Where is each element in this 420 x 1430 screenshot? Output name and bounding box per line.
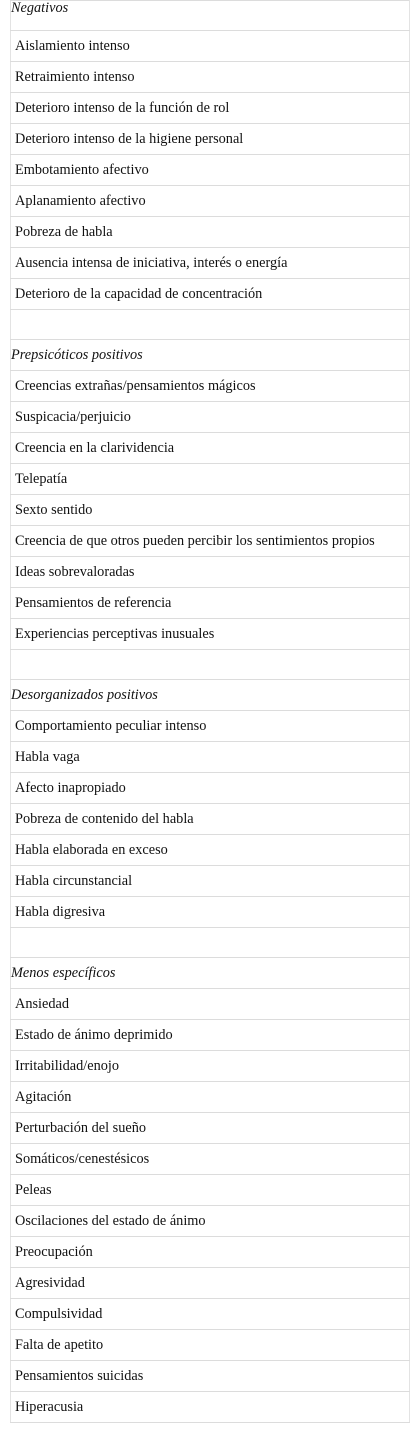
symptom-item: Creencia de que otros pueden percibir los sentimientos propios <box>11 526 410 557</box>
symptom-item: Estado de ánimo deprimido <box>11 1020 410 1051</box>
table-row <box>11 1237 410 1268</box>
symptom-item: Telepatía <box>11 464 410 495</box>
section-heading-row <box>11 958 410 989</box>
symptom-table <box>10 0 410 1423</box>
section-heading: Desorganizados positivos <box>11 680 410 711</box>
table-row <box>11 1175 410 1206</box>
spacer-row <box>11 650 410 680</box>
table-row <box>11 1361 410 1392</box>
spacer-cell <box>11 928 410 958</box>
section-heading-row <box>11 680 410 711</box>
table-row <box>11 62 410 93</box>
symptom-item: Peleas <box>11 1175 410 1206</box>
table-row <box>11 619 410 650</box>
spacer-row <box>11 310 410 340</box>
symptom-item: Pensamientos suicidas <box>11 1361 410 1392</box>
symptom-item: Embotamiento afectivo <box>11 155 410 186</box>
symptom-item: Habla vaga <box>11 742 410 773</box>
table-row <box>11 1020 410 1051</box>
symptom-item: Pensamientos de referencia <box>11 588 410 619</box>
symptom-item: Creencias extrañas/pensamientos mágicos <box>11 371 410 402</box>
table-row <box>11 1082 410 1113</box>
section-heading: Negativos <box>11 1 410 31</box>
table-row <box>11 402 410 433</box>
symptom-item: Habla digresiva <box>11 897 410 928</box>
table-row <box>11 1144 410 1175</box>
symptom-item: Sexto sentido <box>11 495 410 526</box>
table-row <box>11 989 410 1020</box>
table-row <box>11 464 410 495</box>
symptom-item: Deterioro de la capacidad de concentración <box>11 279 410 310</box>
symptom-item: Ideas sobrevaloradas <box>11 557 410 588</box>
symptom-item: Habla elaborada en exceso <box>11 835 410 866</box>
symptom-item: Preocupación <box>11 1237 410 1268</box>
table-row <box>11 433 410 464</box>
symptom-item: Creencia en la clarividencia <box>11 433 410 464</box>
symptom-item: Aislamiento intenso <box>11 31 410 62</box>
table-row <box>11 279 410 310</box>
table-row <box>11 1051 410 1082</box>
symptom-item: Retraimiento intenso <box>11 62 410 93</box>
table-row <box>11 1113 410 1144</box>
section-heading: Prepsicóticos positivos <box>11 340 410 371</box>
table-row <box>11 495 410 526</box>
symptom-item: Hiperacusia <box>11 1392 410 1423</box>
symptom-item: Afecto inapropiado <box>11 773 410 804</box>
symptom-item: Pobreza de habla <box>11 217 410 248</box>
symptom-item: Oscilaciones del estado de ánimo <box>11 1206 410 1237</box>
table-row <box>11 526 410 557</box>
table-row <box>11 588 410 619</box>
table-row <box>11 217 410 248</box>
table-row <box>11 804 410 835</box>
spacer-cell <box>11 650 410 680</box>
table-row <box>11 248 410 279</box>
section-heading: Menos específicos <box>11 958 410 989</box>
table-row <box>11 371 410 402</box>
table-row <box>11 742 410 773</box>
symptom-table-body <box>11 1 410 1423</box>
symptom-item: Experiencias perceptivas inusuales <box>11 619 410 650</box>
symptom-item: Irritabilidad/enojo <box>11 1051 410 1082</box>
section-heading-row <box>11 340 410 371</box>
table-row <box>11 186 410 217</box>
table-row <box>11 835 410 866</box>
symptom-item: Comportamiento peculiar intenso <box>11 711 410 742</box>
table-row <box>11 711 410 742</box>
table-row <box>11 155 410 186</box>
table-row <box>11 1268 410 1299</box>
table-row <box>11 1206 410 1237</box>
symptom-item: Ansiedad <box>11 989 410 1020</box>
table-row <box>11 866 410 897</box>
symptom-item: Agresividad <box>11 1268 410 1299</box>
table-row <box>11 1392 410 1423</box>
symptom-item: Pobreza de contenido del habla <box>11 804 410 835</box>
table-row <box>11 1299 410 1330</box>
table-row <box>11 773 410 804</box>
symptom-item: Compulsividad <box>11 1299 410 1330</box>
symptom-item: Perturbación del sueño <box>11 1113 410 1144</box>
symptom-item: Deterioro intenso de la función de rol <box>11 93 410 124</box>
table-row <box>11 93 410 124</box>
symptom-item: Deterioro intenso de la higiene personal <box>11 124 410 155</box>
table-row <box>11 31 410 62</box>
symptom-item: Falta de apetito <box>11 1330 410 1361</box>
symptom-item: Habla circunstancial <box>11 866 410 897</box>
table-row <box>11 124 410 155</box>
spacer-row <box>11 928 410 958</box>
symptom-item: Suspicacia/perjuicio <box>11 402 410 433</box>
spacer-cell <box>11 310 410 340</box>
table-row <box>11 897 410 928</box>
symptom-item: Agitación <box>11 1082 410 1113</box>
section-heading-row <box>11 1 410 31</box>
symptom-item: Ausencia intensa de iniciativa, interés o energía <box>11 248 410 279</box>
symptom-item: Somáticos/cenestésicos <box>11 1144 410 1175</box>
table-row <box>11 1330 410 1361</box>
table-row <box>11 557 410 588</box>
symptom-item: Aplanamiento afectivo <box>11 186 410 217</box>
